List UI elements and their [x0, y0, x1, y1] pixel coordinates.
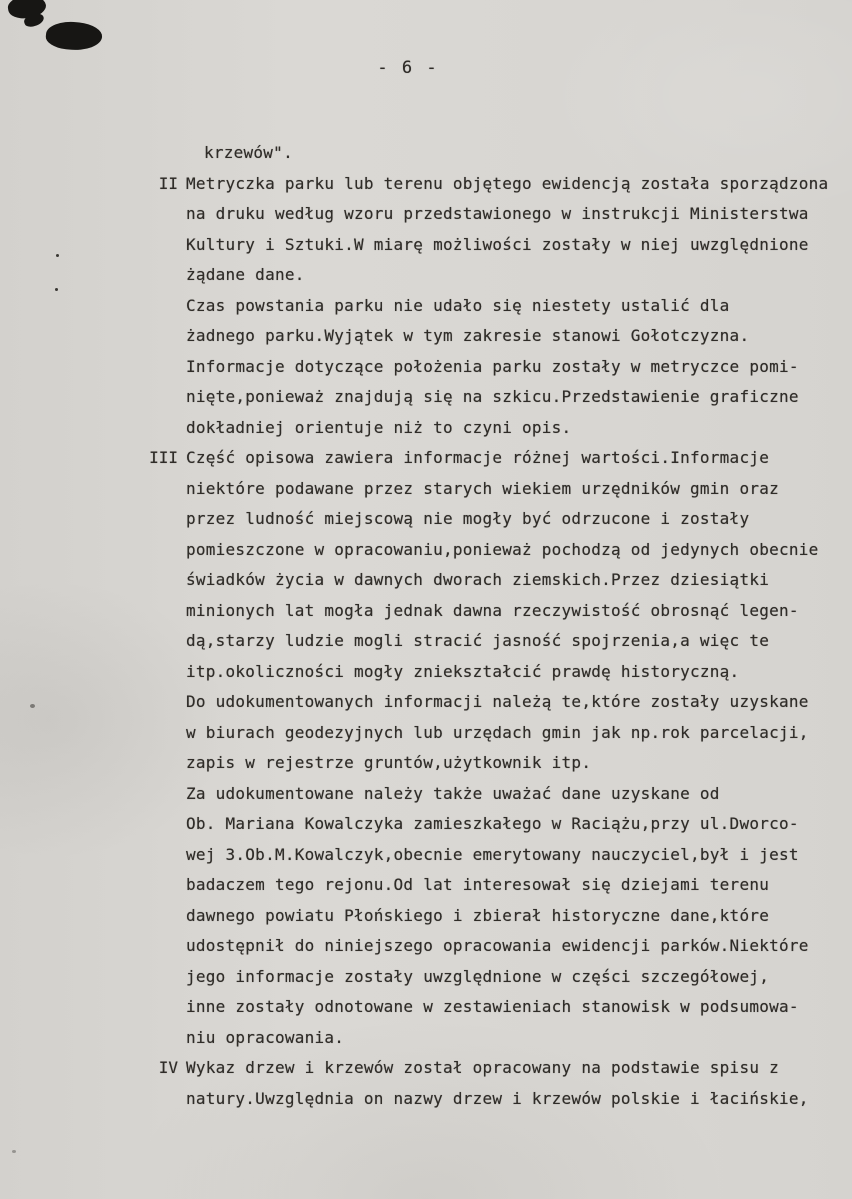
text-line: minionych lat mogła jednak dawna rzeczywistość obrosnąć legen- — [186, 600, 799, 620]
scan-artifact-speck — [30, 704, 35, 708]
section-lines — [186, 169, 848, 444]
section-numeral: III — [149, 448, 178, 467]
scan-artifact-speck — [56, 254, 59, 257]
text-line: itp.okoliczności mogły zniekształcić prawdę historyczną. — [186, 661, 740, 681]
text-line: nięte,ponieważ znajdują się na szkicu.Przedstawienie graficzne — [186, 387, 799, 406]
section — [144, 169, 848, 444]
page-number: - 6 - — [377, 58, 439, 78]
section-lines — [186, 443, 848, 1053]
scan-artifact-speck — [55, 288, 58, 291]
section-numeral: II — [158, 173, 178, 193]
text-line: żądane dane. — [186, 265, 305, 284]
text-line: badaczem tego rejonu.Od lat interesował się dziejami terenu — [186, 875, 770, 894]
text-line: udostępnił do niniejszego opracowania ewidencji parków.Niektóre — [186, 936, 809, 955]
text-line: Za udokumentowane należy także uważać dane uzyskane od — [186, 783, 720, 803]
section-lines — [186, 1053, 848, 1114]
section — [144, 138, 848, 169]
text-line: jego informacje zostały uwzględnione w części szczegółowej, — [186, 966, 770, 986]
text-line: Kultury i Sztuki.W miarę możliwości zostały w niej uwzględnione — [186, 234, 809, 254]
text-line: dokładniej orientuje niż to czyni opis. — [186, 417, 572, 437]
text-line: Wykaz drzew i krzewów został opracowany na podstawie spisu z — [186, 1058, 779, 1077]
text-line: natury.Uwzględnia on nazwy drzew i krzewów polskie i łacińskie, — [186, 1088, 809, 1108]
section — [144, 443, 848, 1053]
text-line: żadnego parku.Wyjątek w tym zakresie stanowi Gołotczyzna. — [186, 326, 750, 345]
text-line: Czas powstania parku nie udało się niestety ustalić dla — [186, 295, 730, 315]
text-line: Ob. Mariana Kowalczyka zamieszkałego w Raciążu,przy ul.Dworco- — [186, 814, 799, 833]
scan-artifact-blob — [45, 19, 104, 53]
text-line: krzewów". — [204, 143, 293, 162]
text-line: inne zostały odnotowane w zestawieniach stanowisk w podsumowa- — [186, 997, 799, 1016]
scan-artifact-speck — [12, 1150, 16, 1153]
text-line: dawnego powiatu Płońskiego i zbierał historyczne dane,które — [186, 905, 770, 925]
text-line: niu opracowania. — [186, 1027, 345, 1047]
document-body — [0, 138, 852, 1114]
text-line: wej 3.Ob.M.Kowalczyk,obecnie emerytowany nauczyciel,był i jest — [186, 844, 799, 864]
text-line: niektóre podawane przez starych wiekiem urzędników gmin oraz — [186, 478, 779, 498]
text-line: dą,starzy ludzie mogli stracić jasność spojrzenia,a więc te — [186, 631, 770, 650]
text-line: Metryczka parku lub terenu objętego ewidencją została sporządzona — [186, 173, 829, 193]
text-line: zapis w rejestrze gruntów,użytkownik itp. — [186, 753, 592, 772]
section — [144, 1053, 848, 1114]
section-numeral: IV — [158, 1058, 178, 1077]
text-line: przez ludność miejscową nie mogły być odrzucone i zostały — [186, 509, 750, 528]
text-line: pomieszczone w opracowaniu,ponieważ pochodzą od jedynych obecnie — [186, 539, 819, 559]
text-line: Do udokumentowanych informacji należą te,które zostały uzyskane — [186, 692, 809, 711]
text-line: Część opisowa zawiera informacje różnej wartości.Informacje — [186, 448, 770, 467]
text-line: na druku według wzoru przedstawionego w instrukcji Ministerstwa — [186, 204, 809, 223]
text-line: Informacje dotyczące położenia parku zostały w metryczce pomi- — [186, 356, 799, 376]
text-line: świadków życia w dawnych dworach ziemskich.Przez dziesiątki — [186, 570, 770, 589]
section-lines — [186, 138, 848, 169]
text-line: w biurach geodezyjnych lub urzędach gmin jak np.rok parcelacji, — [186, 722, 809, 742]
